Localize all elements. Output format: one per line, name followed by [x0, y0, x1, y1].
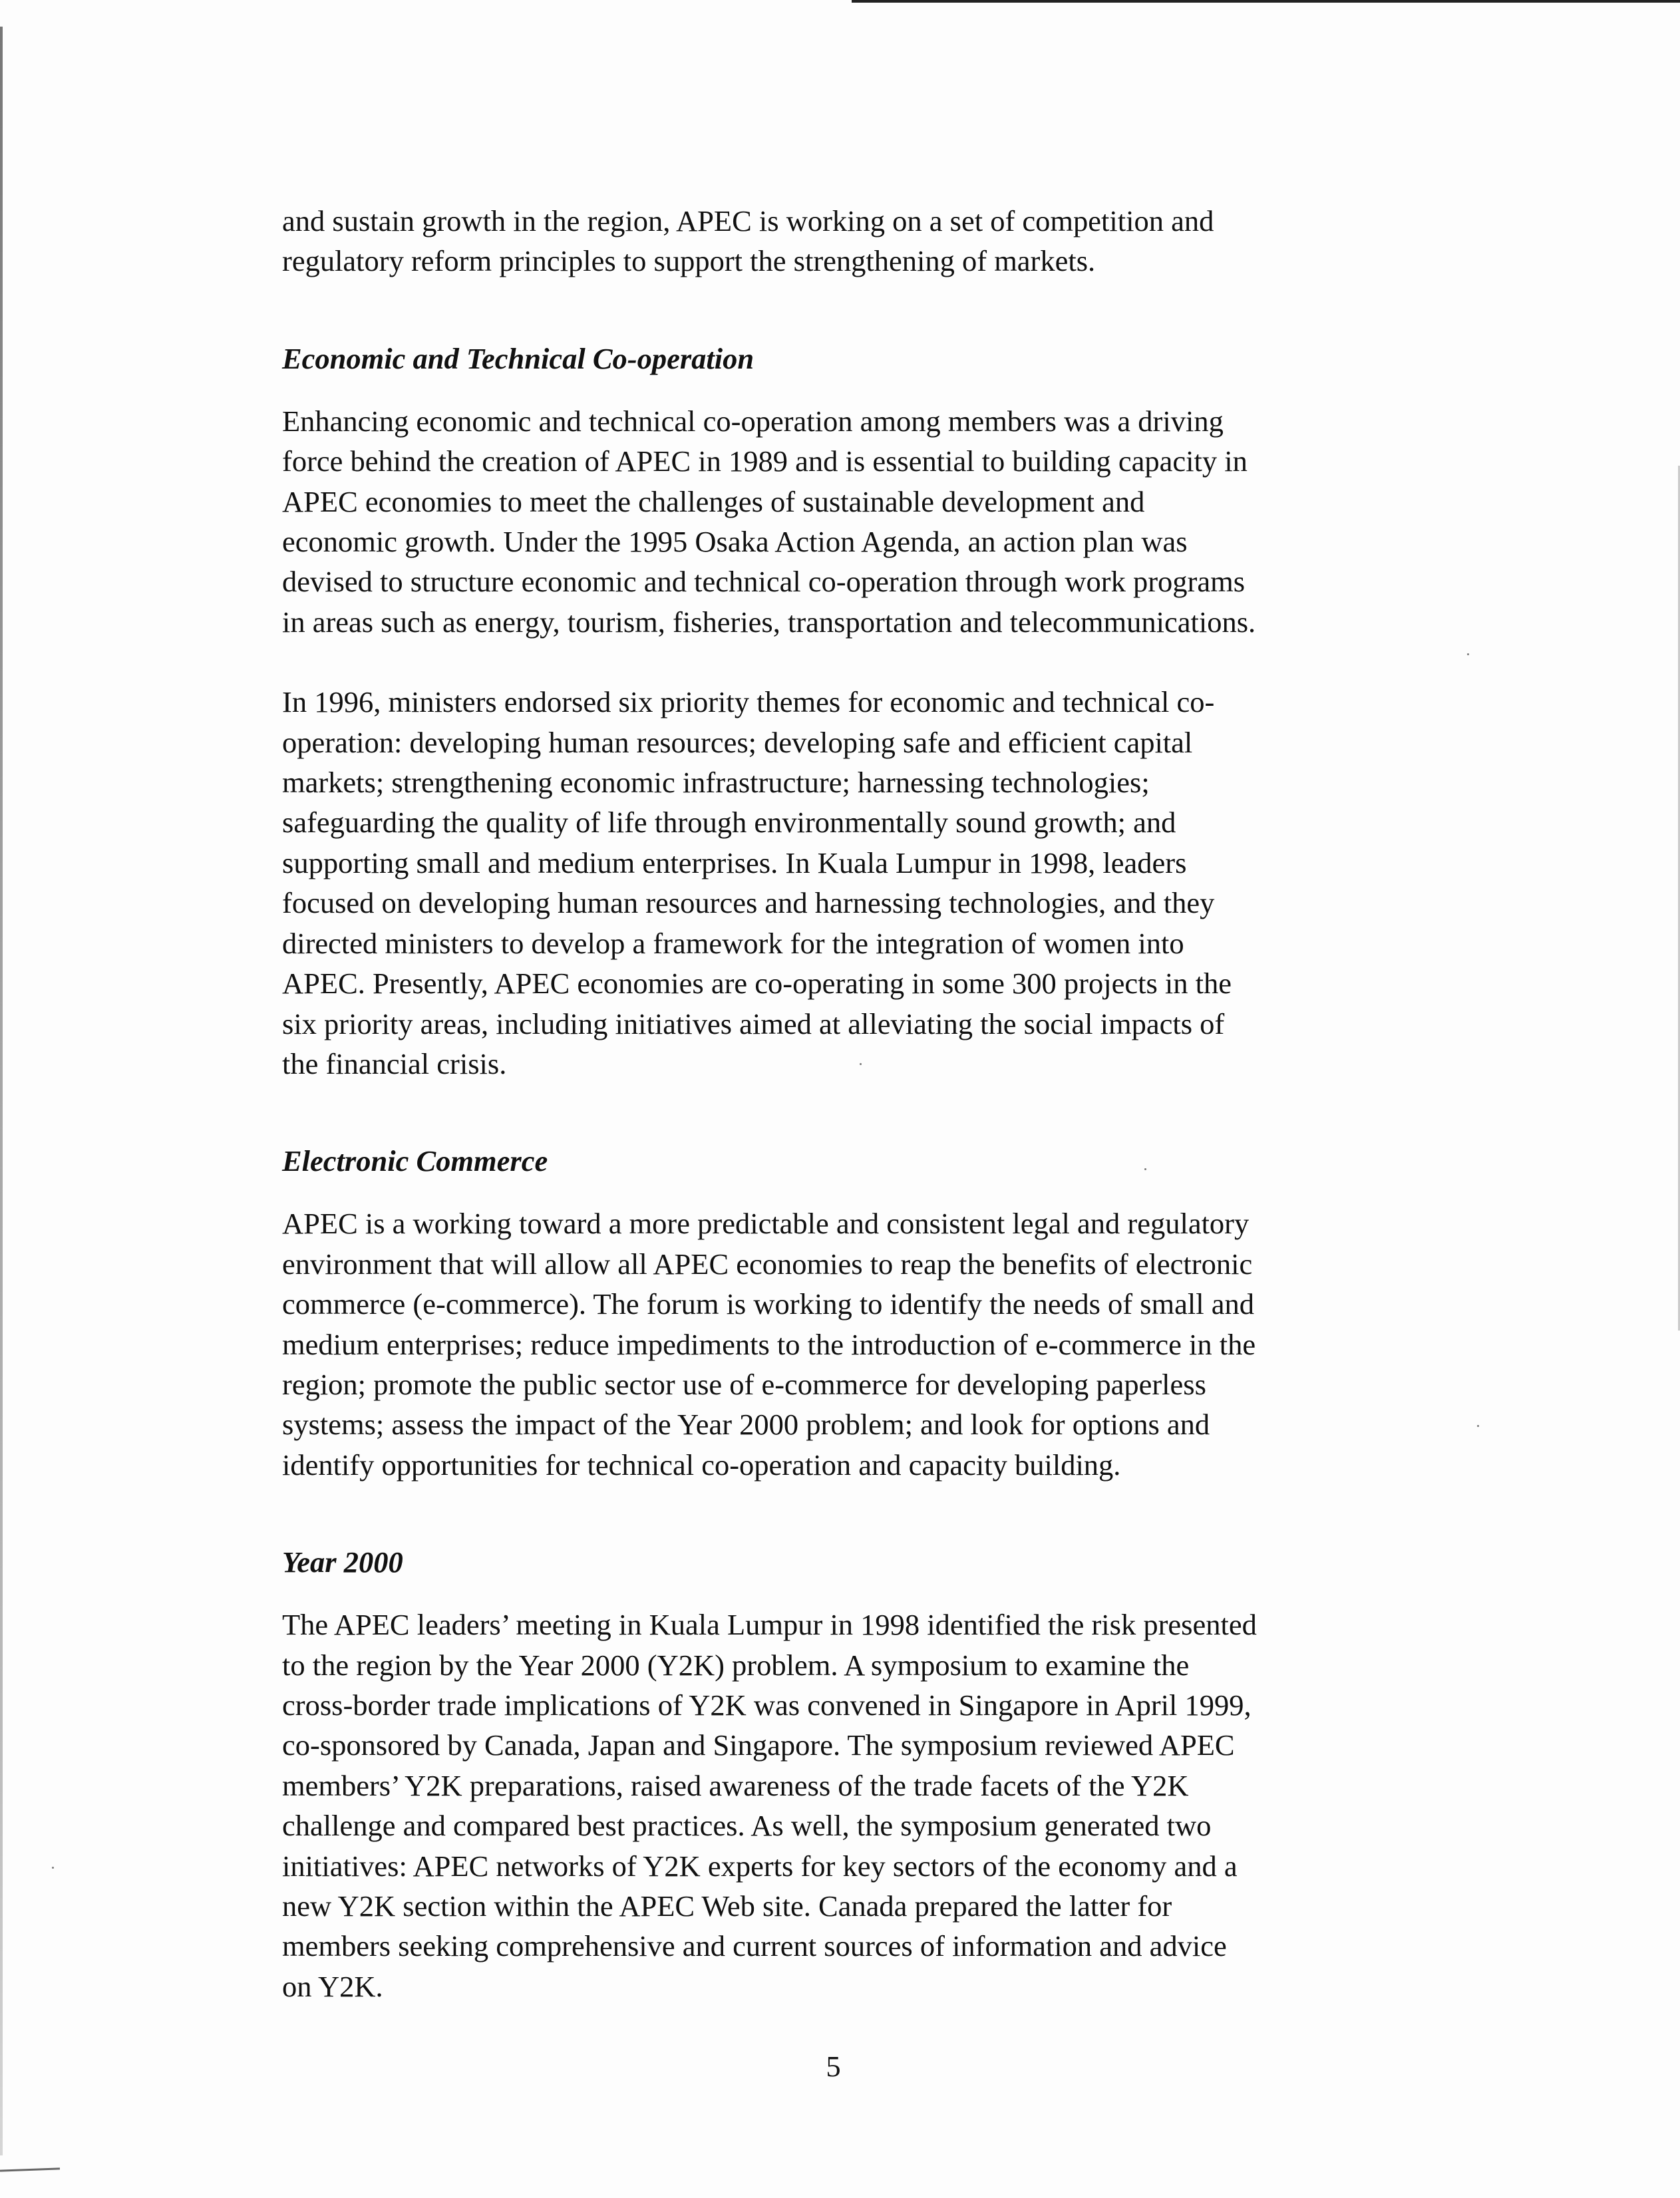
- text-line: identify opportunities for technical co-operation and capacity building.: [282, 1448, 1121, 1482]
- section-heading-economic-technical-cooperation: Economic and Technical Co-operation: [282, 341, 755, 375]
- text-line: cross-border trade implications of Y2K was convened in Singapore in April 1999,: [282, 1688, 1252, 1722]
- text-line: regulatory reform principles to support the strengthening of markets.: [282, 244, 1096, 278]
- text-line: environment that will allow all APEC economies to reap the benefits of electronic: [282, 1247, 1253, 1281]
- text-line: systems; assess the impact of the Year 2000 problem; and look for options and: [282, 1408, 1210, 1442]
- text-line: focused on developing human resources and harnessing technologies, and they: [282, 886, 1215, 920]
- section-heading-electronic-commerce: Electronic Commerce: [282, 1144, 548, 1178]
- text-line: APEC. Presently, APEC economies are co-operating in some 300 projects in the: [282, 967, 1232, 1001]
- paragraph: [282, 401, 1407, 642]
- text-line: Enhancing economic and technical co-operation among members was a driving: [282, 404, 1224, 438]
- scan-left-edge-shadow: [0, 27, 3, 2155]
- text-line: APEC economies to meet the challenges of sustainable development and: [282, 484, 1145, 518]
- intro-paragraph: [282, 201, 1407, 281]
- scan-top-edge-line: [852, 0, 1680, 3]
- text-line: supporting small and medium enterprises. In Kuala Lumpur in 1998, leaders: [282, 846, 1187, 879]
- text-line: medium enterprises; reduce impediments to the introduction of e-commerce in the: [282, 1327, 1256, 1361]
- text-line: to the region by the Year 2000 (Y2K) problem. A symposium to examine the: [282, 1648, 1190, 1682]
- text-line: region; promote the public sector use of e-commerce for developing paperless: [282, 1367, 1206, 1401]
- document-body: [282, 201, 1407, 2006]
- text-line: force behind the creation of APEC in 1989 and is essential to building capacity in: [282, 444, 1248, 478]
- scan-speck: [1467, 653, 1469, 655]
- scan-corner-mark: [0, 2167, 60, 2171]
- text-line: The APEC leaders’ meeting in Kuala Lumpur in 1998 identified the risk presented: [282, 1608, 1257, 1642]
- text-line: co-sponsored by Canada, Japan and Singapore. The symposium reviewed APEC: [282, 1728, 1235, 1762]
- text-line: safeguarding the quality of life through environmentally sound growth; and: [282, 806, 1176, 840]
- section-heading-year-2000: Year 2000: [282, 1545, 403, 1579]
- paragraph: [282, 1203, 1407, 1485]
- scan-speck: [52, 1867, 54, 1869]
- text-line: new Y2K section within the APEC Web site. Canada prepared the latter for: [282, 1889, 1172, 1923]
- scan-speck: [1477, 1425, 1479, 1427]
- text-line: In 1996, ministers endorsed six priority themes for economic and technical co-: [282, 685, 1215, 719]
- text-line: APEC is a working toward a more predictable and consistent legal and regulatory: [282, 1207, 1250, 1241]
- text-line: challenge and compared best practices. As well, the symposium generated two: [282, 1809, 1212, 1843]
- text-line: members seeking comprehensive and current sources of information and advice: [282, 1929, 1227, 1963]
- text-line: economic growth. Under the 1995 Osaka Action Agenda, an action plan was: [282, 525, 1188, 559]
- text-line: and sustain growth in the region, APEC is working on a set of competition and: [282, 204, 1214, 237]
- page-number-text: 5: [826, 2050, 841, 2083]
- text-line: commerce (e-commerce). The forum is working to identify the needs of small and: [282, 1287, 1255, 1321]
- text-line: initiatives: APEC networks of Y2K experts for key sectors of the economy and a: [282, 1849, 1238, 1883]
- text-line: members’ Y2K preparations, raised awareness of the trade facets of the Y2K: [282, 1768, 1189, 1802]
- page-number: [0, 2048, 1680, 2085]
- text-line: operation: developing human resources; developing safe and efficient capital: [282, 725, 1193, 759]
- text-line: directed ministers to develop a framework for the integration of women into: [282, 926, 1184, 960]
- text-line: in areas such as energy, tourism, fisheries, transportation and telecommunications.: [282, 605, 1256, 639]
- paragraph: [282, 682, 1407, 1084]
- text-line: on Y2K.: [282, 1969, 383, 2003]
- text-line: markets; strengthening economic infrastructure; harnessing technologies;: [282, 766, 1150, 800]
- text-line: devised to structure economic and technical co-operation through work programs: [282, 565, 1246, 599]
- paragraph: [282, 1605, 1407, 2006]
- text-line: six priority areas, including initiatives aimed at alleviating the social impacts of: [282, 1007, 1225, 1040]
- text-line: the financial crisis.: [282, 1046, 507, 1080]
